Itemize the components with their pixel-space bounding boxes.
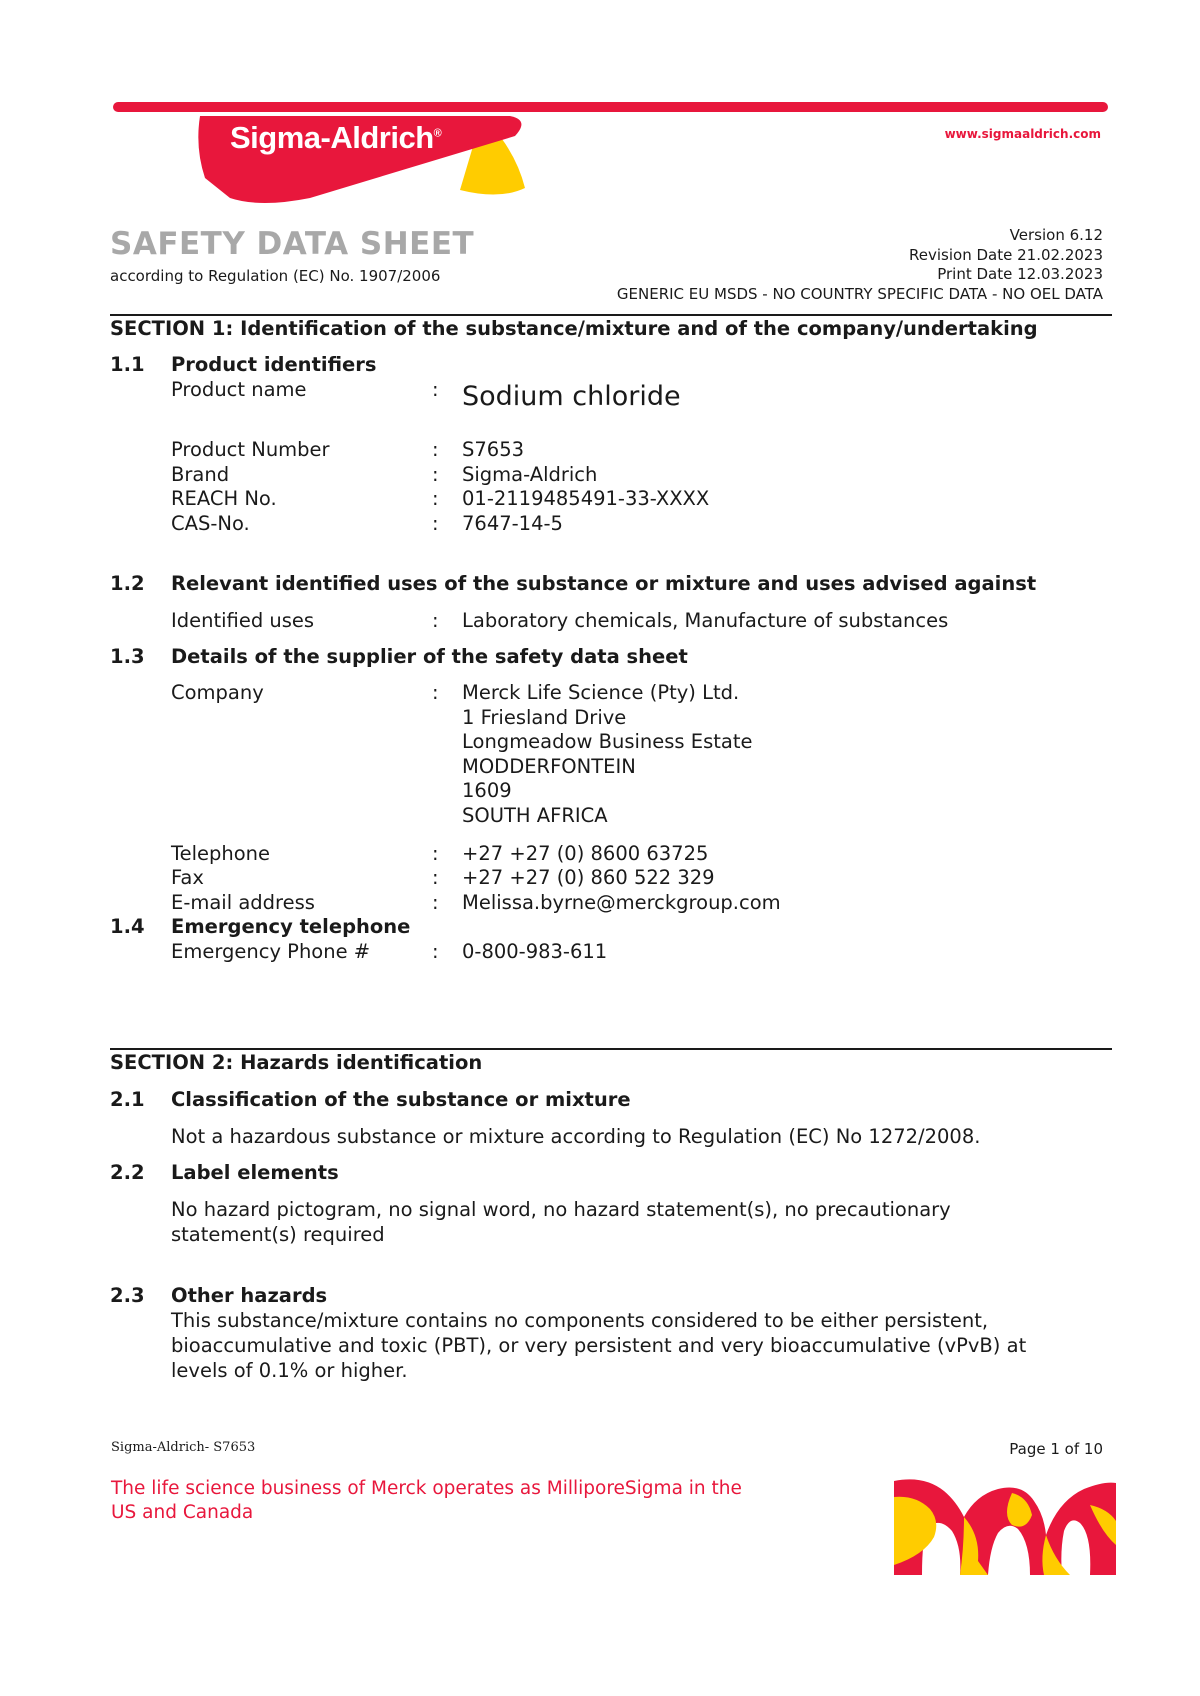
msds-type: GENERIC EU MSDS - NO COUNTRY SPECIFIC DATA - NO OEL DATA [616, 284, 1103, 303]
subsection-number: 1.2 [110, 572, 145, 595]
colon: : [432, 512, 439, 535]
fax-label: Fax [171, 866, 204, 889]
colon: : [432, 891, 439, 914]
subsection-title: Relevant identified uses of the substance or mixture and uses advised against [171, 572, 1037, 595]
version: Version 6.12 [1009, 226, 1103, 244]
subsection-number: 2.2 [110, 1161, 145, 1184]
email-label: E-mail address [171, 891, 315, 914]
subsection-number: 2.1 [110, 1088, 145, 1111]
document-meta [617, 226, 1103, 304]
section-divider [110, 314, 1112, 316]
address-line: SOUTH AFRICA [462, 803, 608, 827]
product-number: S7653 [462, 438, 525, 461]
product-number-label: Product Number [171, 438, 330, 461]
cas-label: CAS-No. [171, 512, 250, 535]
address-line: Longmeadow Business Estate [462, 730, 753, 754]
subsection-title: Details of the supplier of the safety data sheet [171, 645, 688, 668]
product-name: Sodium chloride [462, 381, 681, 412]
document-subtitle: according to Regulation (EC) No. 1907/2006 [110, 267, 441, 285]
reach-label: REACH No. [171, 487, 277, 510]
page-number: Page 1 of 10 [1009, 1440, 1103, 1458]
company-label: Company [171, 681, 264, 704]
subsection-number: 1.1 [110, 353, 145, 376]
revision-date: Revision Date 21.02.2023 [909, 245, 1103, 264]
colon: : [432, 842, 439, 865]
document-title: SAFETY DATA SHEET [110, 226, 475, 262]
subsection-title: Other hazards [171, 1284, 328, 1307]
section-2-heading: SECTION 2: Hazards identification [110, 1051, 483, 1074]
classification-text: Not a hazardous substance or mixture according to Regulation (EC) No 1272/2008. [171, 1125, 981, 1148]
telephone-label: Telephone [171, 842, 271, 865]
telephone: +27 +27 (0) 8600 63725 [462, 842, 709, 865]
colon: : [432, 866, 439, 889]
subsection-number: 2.3 [110, 1284, 145, 1307]
brand-logo-text: Sigma-Aldrich® [230, 120, 442, 155]
colon: : [432, 378, 439, 401]
subsection-title: Product identifiers [171, 353, 377, 376]
subsection-title: Label elements [171, 1161, 339, 1184]
subsection-title: Classification of the substance or mixture [171, 1088, 631, 1111]
cas-number: 7647-14-5 [462, 512, 563, 535]
product-name-label: Product name [171, 378, 307, 401]
colon: : [432, 487, 439, 510]
identified-uses-label: Identified uses [171, 609, 315, 632]
other-hazards-text: This substance/mixture contains no components considered to be either persistent, bioaccumulative and toxic (PBT), or very persistent and very bioaccumulative (vPvB) at levels of 0.1% or higher. [171, 1309, 1027, 1382]
reach-number: 01-2119485491-33-XXXX [462, 487, 710, 510]
emergency-phone: 0-800-983-611 [462, 940, 608, 963]
fax: +27 +27 (0) 860 522 329 [462, 866, 715, 889]
footer-tagline: The life science business of Merck operates as MilliporeSigma in the US and Canada [111, 1478, 742, 1523]
address-line: MODDERFONTEIN [462, 754, 636, 778]
brand-label: Brand [171, 463, 230, 486]
colon: : [432, 463, 439, 486]
company-address [462, 681, 753, 829]
subsection-number: 1.4 [110, 915, 145, 938]
colon: : [432, 609, 439, 632]
address-line: 1 Friesland Drive [462, 705, 627, 729]
website-link[interactable]: www.sigmaaldrich.com [944, 127, 1101, 141]
merck-m-logo-icon [894, 1475, 1116, 1583]
section-1-heading: SECTION 1: Identification of the substance/mixture and of the company/undertaking [110, 317, 1038, 340]
colon: : [432, 681, 439, 704]
subsection-title: Emergency telephone [171, 915, 411, 938]
company-name: Merck Life Science (Pty) Ltd. [462, 681, 740, 704]
identified-uses: Laboratory chemicals, Manufacture of substances [462, 609, 949, 632]
print-date: Print Date 12.03.2023 [937, 265, 1103, 283]
emergency-phone-label: Emergency Phone # [171, 940, 371, 963]
address-line: 1609 [462, 779, 512, 803]
section-divider [110, 1048, 1112, 1050]
subsection-number: 1.3 [110, 645, 145, 668]
colon: : [432, 940, 439, 963]
footer-product-ref: Sigma-Aldrich- S7653 [111, 1440, 256, 1455]
label-elements-text: No hazard pictogram, no signal word, no hazard statement(s), no precautionary statement(s) required [171, 1198, 951, 1246]
colon: : [432, 438, 439, 461]
email-link[interactable]: Melissa.byrne@merckgroup.com [462, 891, 781, 914]
brand: Sigma-Aldrich [462, 463, 598, 486]
